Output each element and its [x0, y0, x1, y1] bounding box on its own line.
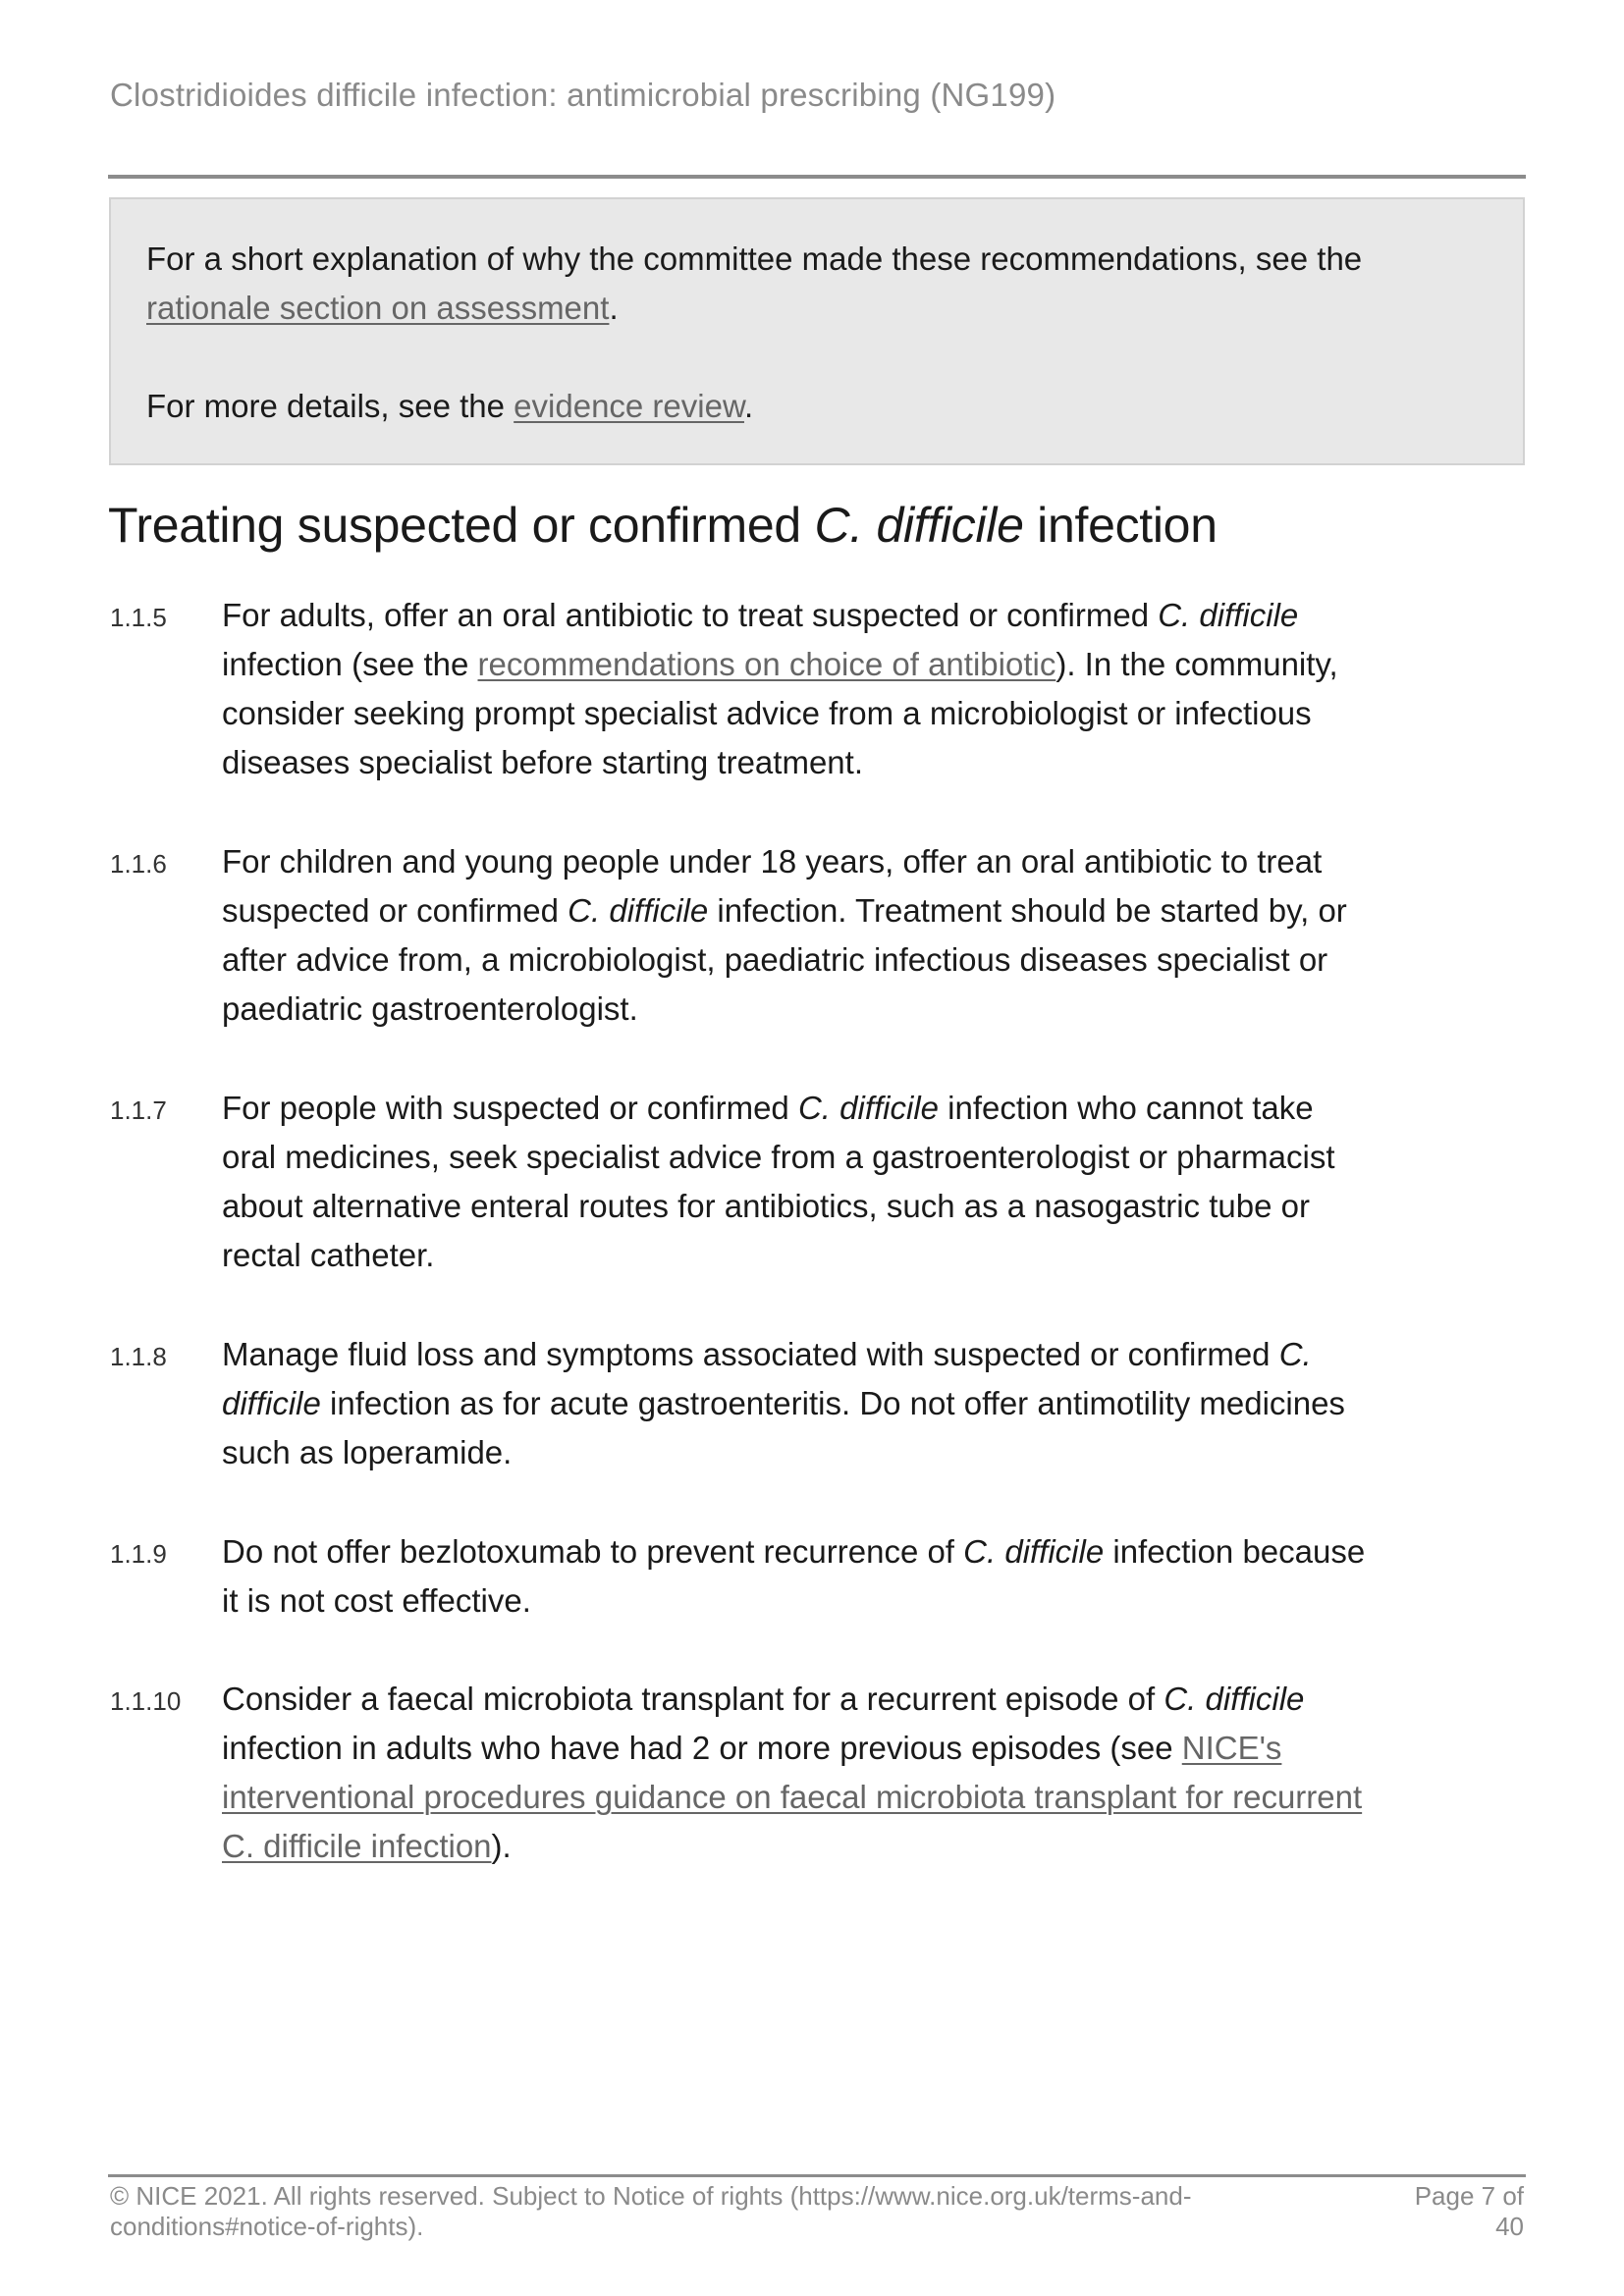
footer-divider	[108, 2174, 1526, 2177]
text-segment: For people with suspected or confirmed	[222, 1090, 798, 1126]
heading-segment: infection	[1023, 498, 1218, 553]
recommendation-text	[222, 1330, 1371, 1477]
header-divider	[108, 175, 1526, 179]
evidence-review-link[interactable]: evidence review	[514, 388, 744, 424]
recommendation-1-1-9	[110, 1527, 1386, 1626]
callout-rationale-text	[146, 235, 1488, 333]
recommendation-number: 1.1.8	[110, 1342, 167, 1371]
heading-italic-segment: C. difficile	[814, 498, 1024, 553]
text-segment: infection as for acute gastroenteritis. Do not offer antimotility medicines such as loperamide.	[222, 1385, 1345, 1470]
recommendation-1-1-8	[110, 1330, 1386, 1477]
recommendation-text	[222, 1527, 1371, 1626]
page-total: 40	[1495, 2212, 1524, 2241]
recommendation-text	[222, 591, 1371, 787]
text-segment: ).	[491, 1828, 512, 1864]
italic-organism-name: C. difficile	[1164, 1681, 1305, 1717]
recommendation-number: 1.1.5	[110, 603, 167, 632]
text-segment: infection because it is not cost effective.	[222, 1533, 1366, 1619]
faecal-microbiota-guidance-link[interactable]: NICE's interventional procedures guidance on faecal microbiota transplant for recurrent C. difficile infection	[222, 1730, 1363, 1864]
text-segment: ). In the community, consider seeking prompt specialist advice from a microbiologist or infectious diseases specialist before starting treatment.	[222, 646, 1338, 780]
footer-page-number	[1375, 2181, 1524, 2242]
recommendation-number: 1.1.7	[110, 1095, 167, 1125]
recommendation-text	[222, 837, 1371, 1034]
recommendation-1-1-5	[110, 591, 1386, 787]
callout-text-segment: For more details, see the	[146, 388, 514, 424]
recommendation-text	[222, 1084, 1371, 1280]
recommendation-number: 1.1.10	[110, 1686, 182, 1716]
recommendation-number: 1.1.9	[110, 1539, 167, 1569]
choice-of-antibiotic-link[interactable]: recommendations on choice of antibiotic	[477, 646, 1056, 682]
document-title-header: Clostridioides difficile infection: antimicrobial prescribing (NG199)	[110, 77, 1056, 113]
section-heading	[108, 491, 1218, 560]
text-segment: Do not offer bezlotoxumab to prevent recurrence of	[222, 1533, 964, 1570]
footer-copyright: © NICE 2021. All rights reserved. Subject to Notice of rights (https://www.nice.org.uk/terms-and-conditions#notice-of-rights).	[110, 2181, 1192, 2241]
text-segment: infection (see the	[222, 646, 478, 682]
text-segment: For adults, offer an oral antibiotic to treat suspected or confirmed	[222, 597, 1159, 633]
callout-evidence-text	[146, 382, 1488, 431]
recommendation-1-1-6	[110, 837, 1386, 1034]
rationale-callout-box	[109, 197, 1525, 465]
text-segment: Manage fluid loss and symptoms associated with suspected or confirmed	[222, 1336, 1279, 1372]
text-segment: infection who cannot take oral medicines, seek specialist advice from a gastroenterologist or pharmacist about alternative enteral routes for antibiotics, such as a nasogastric tube or rectal catheter.	[222, 1090, 1335, 1273]
recommendation-1-1-7	[110, 1084, 1386, 1280]
italic-organism-name: C. difficile	[222, 1336, 1312, 1421]
recommendation-1-1-10	[110, 1675, 1386, 1871]
italic-organism-name: C. difficile	[1158, 597, 1299, 633]
italic-organism-name: C. difficile	[963, 1533, 1105, 1570]
heading-segment: Treating suspected or confirmed	[108, 498, 815, 553]
recommendation-text	[222, 1675, 1371, 1871]
page-number-label: Page 7 of	[1414, 2181, 1524, 2211]
text-segment: infection. Treatment should be started by, or after advice from, a microbiologist, paediatric infectious diseases specialist or paediatric gastroenterologist.	[222, 892, 1347, 1027]
italic-organism-name: C. difficile	[797, 1090, 940, 1126]
italic-organism-name: C. difficile	[568, 892, 709, 929]
callout-text-segment: .	[609, 290, 619, 326]
text-segment: infection in adults who have had 2 or more previous episodes (see	[222, 1730, 1182, 1766]
text-segment: Consider a faecal microbiota transplant for a recurrent episode of	[222, 1681, 1164, 1717]
callout-text-segment: .	[743, 388, 754, 424]
recommendation-number: 1.1.6	[110, 849, 167, 879]
text-segment: For children and young people under 18 years, offer an oral antibiotic to treat suspected or confirmed	[222, 843, 1323, 929]
callout-text-segment: For a short explanation of why the committee made these recommendations, see the	[146, 240, 1363, 277]
rationale-section-link[interactable]: rationale section on assessment	[146, 290, 610, 326]
